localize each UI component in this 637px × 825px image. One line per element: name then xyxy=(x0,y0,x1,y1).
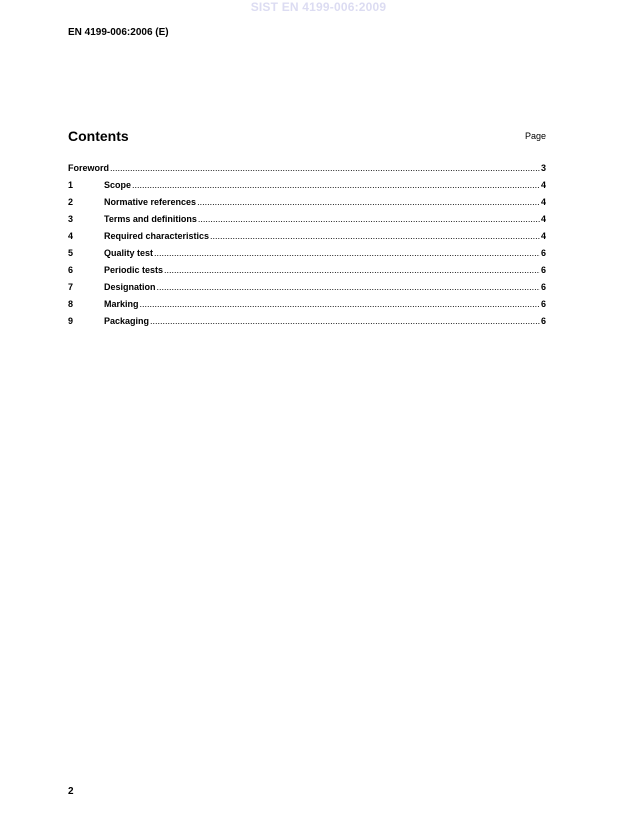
toc-entry-scope[interactable] xyxy=(68,180,546,197)
toc-entry-title: Foreword xyxy=(68,163,110,173)
toc-entry-page: 4 xyxy=(540,214,546,224)
toc-entry-title: Quality test xyxy=(104,248,154,258)
toc-dot-leader xyxy=(197,197,540,207)
toc-entry-page: 6 xyxy=(540,265,546,275)
toc-entry-number: 8 xyxy=(68,299,74,309)
toc-entry-number: 1 xyxy=(68,180,74,190)
toc-entry-number: 5 xyxy=(68,248,74,258)
toc-entry-page: 6 xyxy=(540,248,546,258)
page-number: 2 xyxy=(68,786,74,797)
toc-entry-title: Required characteristics xyxy=(104,231,210,241)
toc-entry-number: 7 xyxy=(68,282,74,292)
toc-entry-page: 6 xyxy=(540,299,546,309)
toc-entry-number: 2 xyxy=(68,197,74,207)
toc-entry-title: Normative references xyxy=(104,197,197,207)
toc-entry-page: 4 xyxy=(540,231,546,241)
toc-dot-leader xyxy=(198,214,540,224)
watermark: SIST EN 4199-006:2009 xyxy=(250,0,387,14)
toc-dot-leader xyxy=(132,180,540,190)
toc-dot-leader xyxy=(110,163,540,173)
toc-entry-normative-references[interactable] xyxy=(68,197,546,214)
toc-dot-leader xyxy=(210,231,540,241)
toc-entry-required-characteristics[interactable] xyxy=(68,231,546,248)
toc-entry-number: 4 xyxy=(68,231,74,241)
toc-entry-designation[interactable] xyxy=(68,282,546,299)
toc-dot-leader xyxy=(164,265,540,275)
toc-entry-page: 6 xyxy=(540,282,546,292)
toc-entry-title: Terms and definitions xyxy=(104,214,197,224)
toc-entry-quality-test[interactable] xyxy=(68,248,546,265)
table-of-contents xyxy=(68,163,546,333)
toc-entry-title: Marking xyxy=(104,299,139,309)
toc-entry-terms-and-definitions[interactable] xyxy=(68,214,546,231)
toc-dot-leader xyxy=(150,316,540,326)
toc-entry-title: Scope xyxy=(104,180,132,190)
toc-entry-page: 6 xyxy=(540,316,546,326)
contents-title: Contents xyxy=(68,128,129,144)
page-column-label: Page xyxy=(524,131,546,141)
toc-entry-number: 3 xyxy=(68,214,74,224)
toc-dot-leader xyxy=(154,248,540,258)
toc-dot-leader xyxy=(140,299,540,309)
toc-entry-page: 4 xyxy=(540,180,546,190)
toc-dot-leader xyxy=(157,282,540,292)
toc-entry-title: Designation xyxy=(104,282,156,292)
toc-entry-periodic-tests[interactable] xyxy=(68,265,546,282)
toc-entry-page: 4 xyxy=(540,197,546,207)
document-header: EN 4199-006:2006 (E) xyxy=(68,27,169,38)
toc-entry-number: 6 xyxy=(68,265,74,275)
toc-entry-page: 3 xyxy=(540,163,546,173)
toc-entry-marking[interactable] xyxy=(68,299,546,316)
toc-entry-foreword[interactable] xyxy=(68,163,546,180)
toc-entry-number: 9 xyxy=(68,316,74,326)
toc-entry-packaging[interactable] xyxy=(68,316,546,333)
toc-entry-title: Packaging xyxy=(104,316,150,326)
toc-entry-title: Periodic tests xyxy=(104,265,164,275)
